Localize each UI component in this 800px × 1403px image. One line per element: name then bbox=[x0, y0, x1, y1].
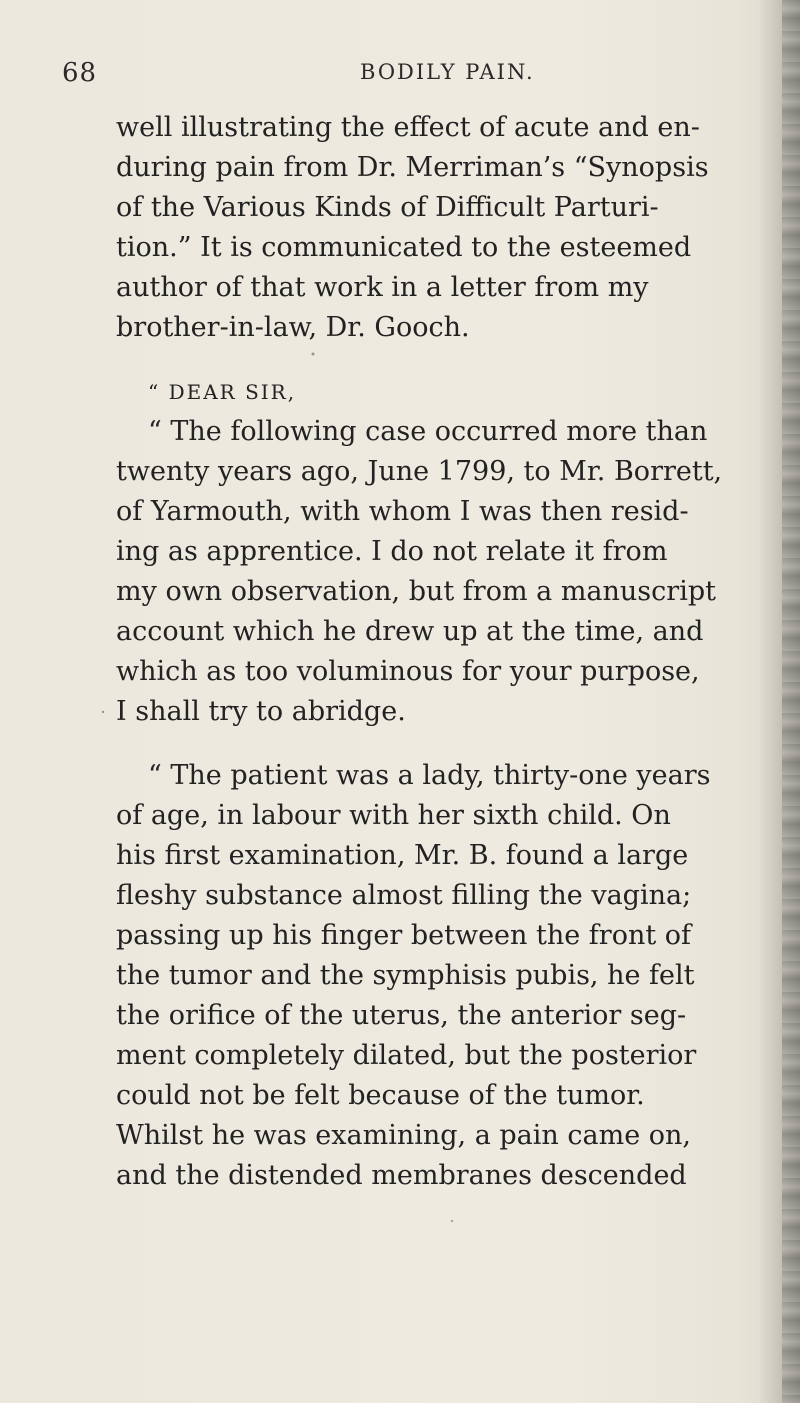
page-number: 68 bbox=[62, 58, 98, 88]
body-text bbox=[116, 108, 756, 1196]
letter-opening bbox=[116, 372, 756, 732]
text-line: the orifice of the uterus, the anterior seg- bbox=[116, 1000, 687, 1031]
text-line: his first examination, Mr. B. found a large bbox=[116, 840, 689, 871]
text-line: passing up his finger between the front of bbox=[116, 920, 692, 951]
paragraph-intro bbox=[116, 108, 756, 348]
paper-speck bbox=[102, 711, 104, 713]
paragraph-case bbox=[116, 756, 756, 1196]
paper-speck bbox=[451, 1220, 453, 1222]
text-line: tion.” It is communicated to the esteemed bbox=[116, 232, 692, 263]
text-line: author of that work in a letter from my bbox=[116, 272, 649, 303]
page-header bbox=[0, 36, 760, 88]
letter-salutation: “ DEAR SIR, bbox=[148, 380, 297, 404]
page-edge-shadow bbox=[758, 0, 800, 1403]
text-line: of the Various Kinds of Difficult Parturi- bbox=[116, 192, 659, 223]
text-line: ment completely dilated, but the posterior bbox=[116, 1040, 697, 1071]
running-head: BODILY PAIN. bbox=[360, 60, 535, 84]
text-line: Whilst he was examining, a pain came on, bbox=[116, 1120, 691, 1151]
text-line: account which he drew up at the time, and bbox=[116, 616, 704, 647]
text-line: I shall try to abridge. bbox=[116, 696, 406, 727]
text-line: brother-in-law, Dr. Gooch. bbox=[116, 312, 470, 343]
text-line: twenty years ago, June 1799, to Mr. Borrett, bbox=[116, 456, 723, 487]
text-line: fleshy substance almost filling the vagina; bbox=[116, 880, 692, 911]
text-line: during pain from Dr. Merriman’s “Synopsis bbox=[116, 152, 709, 183]
text-line: of Yarmouth, with whom I was then resid- bbox=[116, 496, 689, 527]
text-line: my own observation, but from a manuscript bbox=[116, 576, 716, 607]
text-line: ing as apprentice. I do not relate it from bbox=[116, 536, 668, 567]
text-line: which as too voluminous for your purpose, bbox=[116, 656, 700, 687]
text-line: “ The following case occurred more than bbox=[148, 416, 708, 447]
text-line: the tumor and the symphisis pubis, he felt bbox=[116, 960, 695, 991]
text-line: could not be felt because of the tumor. bbox=[116, 1080, 645, 1111]
text-line: and the distended membranes descended bbox=[116, 1160, 687, 1191]
text-line: well illustrating the effect of acute and en- bbox=[116, 112, 700, 143]
text-line: “ The patient was a lady, thirty-one years bbox=[148, 760, 711, 791]
text-line: of age, in labour with her sixth child. On bbox=[116, 800, 671, 831]
